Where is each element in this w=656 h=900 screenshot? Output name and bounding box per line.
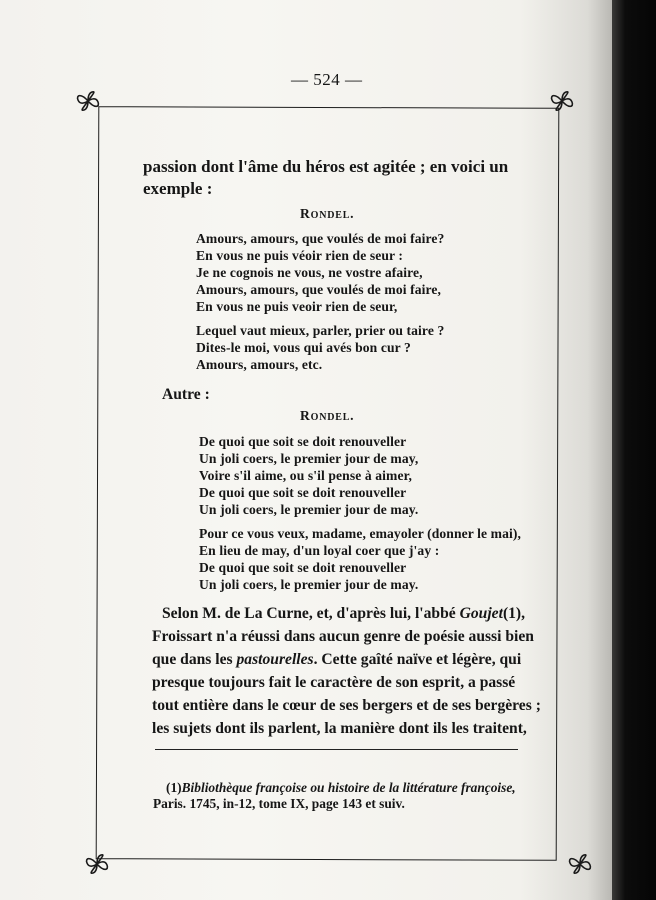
rondel-1-verse: Dites-le moi, vous qui avés bon cur ? [196, 340, 411, 355]
paragraph-line-2: Froissart n'a réussi dans aucun genre de poésie aussi bien [152, 628, 534, 645]
book-gutter [612, 0, 656, 900]
rondel-1-verse: Amours, amours, etc. [196, 357, 323, 372]
intro-line-1: passion dont l'âme du héros est agitée ; en voici un [143, 157, 509, 176]
autre-label: Autre : [162, 386, 210, 403]
footnote-rule [155, 749, 518, 750]
paragraph-text: que dans les [152, 651, 237, 668]
rondel-2-verse: De quoi que soit se doit renouveller [199, 560, 407, 575]
footnote-line-2: Paris. 1745, in-12, tome IX, page 143 et suiv. [153, 796, 405, 811]
rondel-2-verse: Un joli coers, le premier jour de may, [199, 451, 419, 466]
page-number: — 524 — [291, 70, 363, 89]
rondel-2-verse: De quoi que soit se doit renouveller [199, 485, 407, 500]
rondel-1-verse: Lequel vaut mieux, parler, prier ou taire ? [196, 323, 445, 338]
rondel-1-verse: Je ne cognois ne vous, ne vostre afaire, [196, 265, 423, 280]
fleuron-icon [84, 853, 110, 875]
intro-line-2: exemple : [143, 179, 213, 198]
rondel-2-verse: Un joli coers, le premier jour de may. [199, 577, 419, 592]
paragraph-line-3 [152, 651, 521, 669]
paragraph-line-6: les sujets dont ils parlent, la manière dont ils les traitent, [152, 720, 527, 737]
genre-italic: pastourelles [236, 651, 314, 668]
rondel-1-heading: Rondel. [300, 206, 355, 221]
footnote-title: Bibliothèque françoise ou histoire de la littérature françoise, [181, 780, 516, 795]
rondel-1-verse: Amours, amours, que voulés de moi faire, [196, 282, 442, 297]
fleuron-icon [567, 853, 593, 875]
rondel-2-verse: Pour ce vous veux, madame, emayoler (donner le mai), [199, 526, 521, 541]
fleuron-icon [549, 90, 575, 112]
rondel-2-heading: Rondel. [300, 408, 355, 423]
rondel-2-verse: Voire s'il aime, ou s'il pense à aimer, [199, 468, 412, 483]
rondel-1-verse: En vous ne puis veoir rien de seur, [196, 299, 398, 314]
paragraph-line-4: presque toujours fait le caractère de son esprit, a passé [152, 674, 516, 691]
paragraph-text: Selon M. de La Curne, et, d'après lui, l'abbé [162, 605, 460, 622]
rondel-1-verse: Amours, amours, que voulés de moi faire? [196, 231, 445, 246]
footnote-reference: (1), [502, 605, 526, 622]
rondel-2-verse: Un joli coers, le premier jour de may. [199, 502, 419, 517]
rondel-2-verse: De quoi que soit se doit renouveller [199, 434, 407, 449]
fleuron-icon [75, 90, 101, 112]
paragraph-text: . Cette gaîté naïve et légère, qui [313, 651, 522, 668]
author-name-italic: Goujet [459, 605, 503, 622]
footnote-line-1 [166, 780, 516, 796]
rondel-1-verse: En vous ne puis véoir rien de seur : [196, 248, 404, 263]
footnote-marker: (1) [166, 780, 182, 795]
paragraph-line-1 [162, 605, 525, 623]
rondel-2-verse: En lieu de may, d'un loyal coer que j'ay : [199, 543, 440, 558]
paragraph-line-5: tout entière dans le cœur de ses bergers et de ses bergères ; [152, 697, 541, 714]
